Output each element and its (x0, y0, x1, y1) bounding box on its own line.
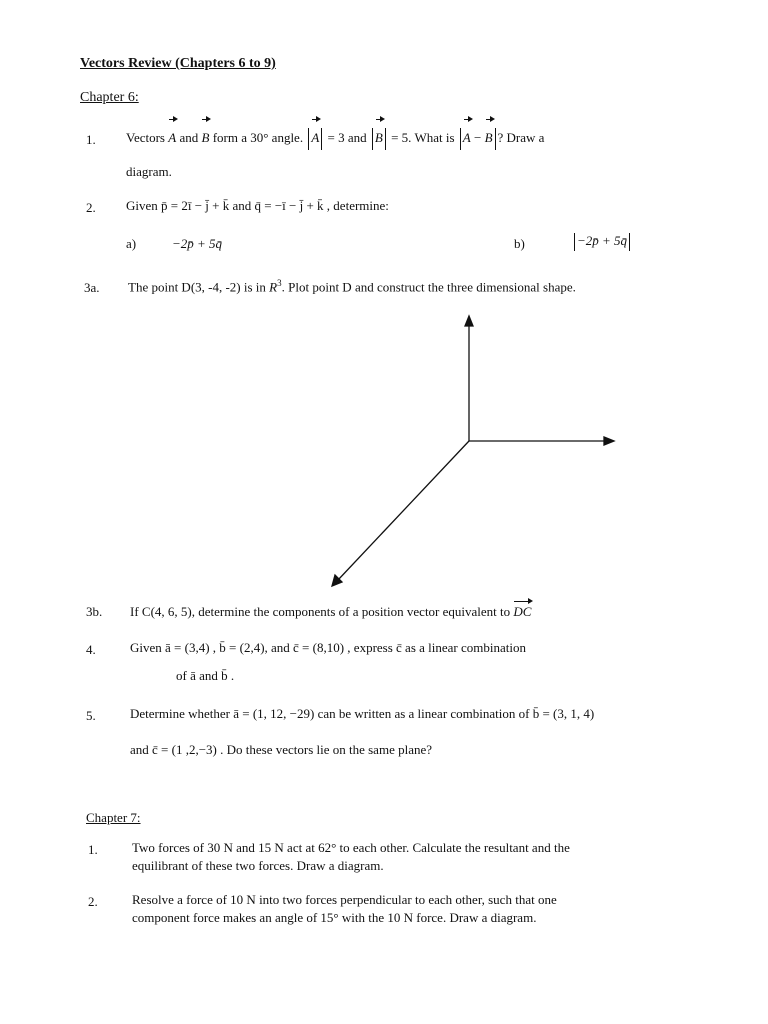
vector-dc-symbol: DC (513, 604, 532, 619)
q3a-text (128, 278, 576, 295)
q3a-text-after: . Plot point D and construct the three dimensional shape. (281, 279, 576, 295)
chapter-6-heading: Chapter 6: (80, 90, 139, 105)
q2b-expr-text: −2p̄ + 5q̄ (577, 233, 628, 248)
q1-question-text: ? Draw a (497, 130, 545, 145)
q4-text-line2: of ā and b̄ . (176, 668, 235, 683)
diff-b-symbol: B (485, 122, 493, 154)
q1-text-line2: diagram. (126, 164, 172, 179)
q3b-text (130, 604, 531, 620)
q3a-number: 3a. (84, 280, 100, 295)
q5-number: 5. (86, 708, 96, 723)
magnitude-b-symbol: B (375, 122, 383, 154)
3d-axes-diagram (320, 312, 630, 592)
q2b-label: b) (514, 236, 525, 251)
q5-text-line2: and c̄ = (1 ,2,−3) . Do these vectors lie on the same plane? (130, 742, 433, 757)
vector-a-symbol: A (168, 122, 176, 154)
q1-number: 1. (86, 132, 96, 147)
q5-text-line1: Determine whether ā = (1, 12, −29) can be written as a linear combination of b̄ = (3, 1, 4) (130, 706, 595, 721)
ch7-q2-line1: Resolve a force of 10 N into two forces perpendicular to each other, such that one (132, 892, 557, 907)
ch7-q2-number: 2. (88, 894, 98, 909)
chapter-7-heading: Chapter 7: (86, 810, 141, 825)
ch7-q1-number: 1. (88, 842, 98, 857)
q3a-text-before: The point D(3, -4, -2) is in (128, 279, 266, 295)
y-axis-arrowhead (604, 437, 614, 445)
q4-number: 4. (86, 642, 96, 657)
magnitude-a-symbol: A (311, 122, 319, 154)
q1-minus: − (473, 130, 482, 145)
q1-eq5: = 5. What is (391, 130, 455, 145)
q1-text-part: Vectors (126, 130, 165, 145)
q2a-label: a) (126, 236, 137, 251)
z-axis-arrowhead (465, 316, 473, 326)
q3b-number: 3b. (86, 604, 103, 619)
q2-text: Given p̄ = 2ī − j̄ + k̄ and q̄ = −ī − j̄ + k̄ , determine: (126, 198, 389, 213)
q4-text-line1: Given ā = (3,4) , b̄ = (2,4), and c̄ = (8,10) , express c̄ as a linear combination (130, 640, 526, 655)
q2a-expression: −2p̄ + 5q̄ (172, 236, 223, 251)
q1-text-line1 (126, 122, 544, 154)
r-exponent: 3 (277, 278, 282, 288)
document-title: Vectors Review (Chapters 6 to 9) (80, 56, 276, 71)
ch7-q1-line2: equilibrant of these two forces. Draw a diagram. (132, 858, 384, 873)
ch7-q2-line2: component force makes an angle of 15° with the 10 N force. Draw a diagram. (132, 910, 537, 925)
ch7-q1-line1: Two forces of 30 N and 15 N act at 62° to each other. Calculate the resultant and the (132, 840, 570, 855)
q3b-text-content: If C(4, 6, 5), determine the components of a position vector equivalent to (130, 604, 511, 619)
q2b-expression (572, 233, 632, 251)
vector-b-symbol: B (201, 122, 209, 154)
r-symbol: R (269, 279, 278, 295)
q1-eq3: = 3 and (327, 130, 367, 145)
q1-angle-text: form a 30° angle. (212, 130, 304, 145)
q1-and: and (179, 130, 199, 145)
x-axis-line (338, 441, 469, 580)
q2-number: 2. (86, 200, 96, 215)
diff-a-symbol: A (463, 122, 471, 154)
